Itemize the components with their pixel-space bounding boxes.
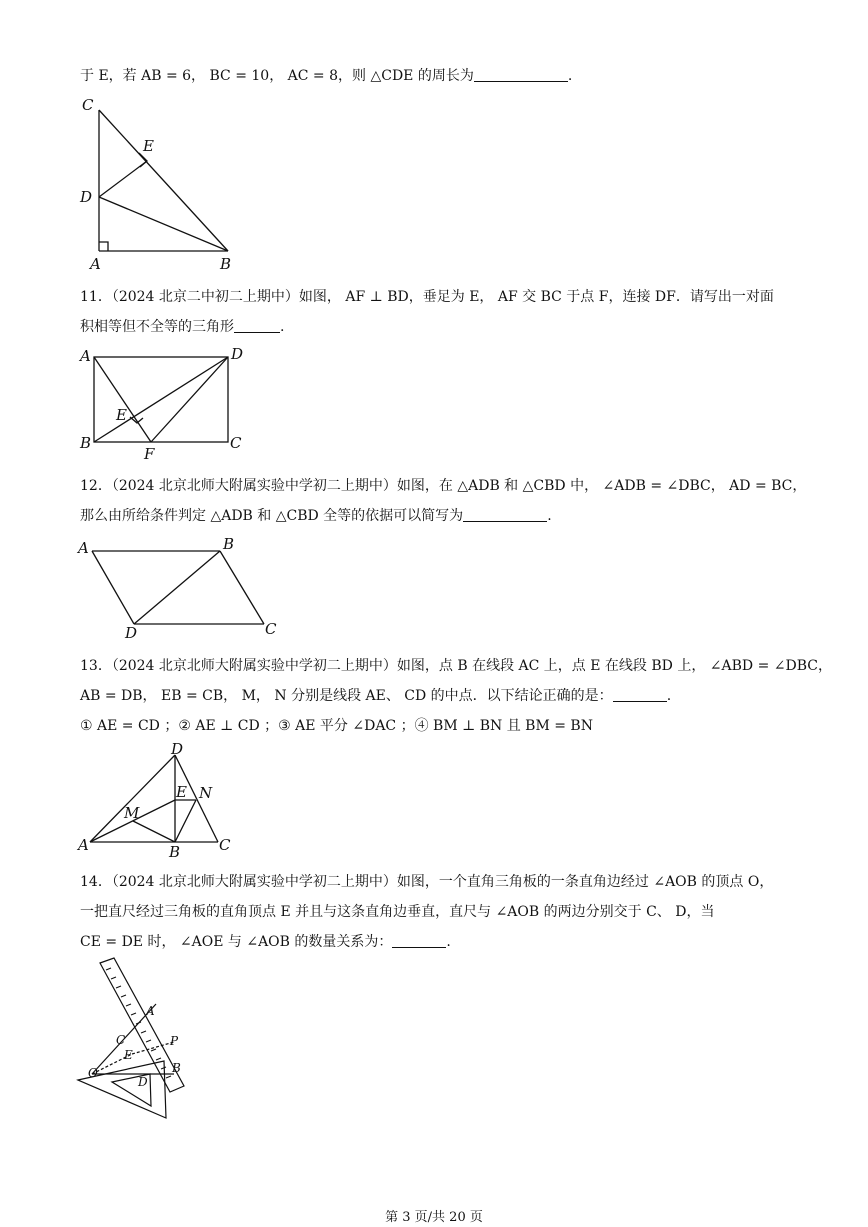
q11-line1-text: 11．（2024 北京二中初二上期中）如图， AF ⊥ BD，垂足为 E， AF 交 BC 于点 F，连接 DF．请写出一对面 bbox=[80, 289, 774, 305]
q14-label-D: D bbox=[138, 1075, 148, 1089]
q11-line2 bbox=[80, 317, 828, 337]
q12-label-D: D bbox=[125, 624, 138, 642]
q13-end: . bbox=[666, 688, 672, 704]
q14-line3-text: CE = DE 时， ∠AOE 与 ∠AOB 的数量关系为： bbox=[80, 934, 393, 950]
q12-label-B: B bbox=[223, 535, 235, 553]
q13-label-A: A bbox=[78, 836, 89, 854]
q14-line1 bbox=[80, 872, 828, 892]
q13-label-E: E bbox=[176, 783, 187, 801]
q11-label-A: A bbox=[80, 347, 91, 365]
q10-end: . bbox=[567, 68, 573, 84]
q13-line1-text: 13．（2024 北京北师大附属实验中学初二上期中）如图，点 B 在线段 AC 上，点 E 在线段 BD 上， ∠ABD = ∠DBC， bbox=[80, 658, 832, 674]
q13-answer-blank[interactable] bbox=[613, 687, 667, 702]
q14-label-B: B bbox=[172, 1061, 181, 1075]
q14-line3 bbox=[80, 932, 828, 952]
q14-line2 bbox=[80, 902, 828, 922]
q13-label-N: N bbox=[199, 784, 213, 802]
q13-line2 bbox=[80, 686, 828, 706]
q14-answer-blank[interactable] bbox=[392, 933, 446, 948]
q11-figure bbox=[78, 345, 258, 463]
q11-label-D: D bbox=[231, 345, 244, 363]
q12-line1 bbox=[80, 476, 828, 496]
q13-figure bbox=[78, 742, 248, 860]
q14-figure bbox=[76, 956, 196, 1121]
q11-label-B: B bbox=[80, 434, 92, 452]
q10-label-B: B bbox=[220, 255, 232, 273]
q12-line2 bbox=[80, 506, 828, 526]
q10-label-C: C bbox=[82, 96, 94, 114]
q13-options bbox=[80, 716, 828, 736]
q10-label-A: A bbox=[90, 255, 101, 273]
q10-line1: 于 E，若 AB = 6， BC = 10， AC = 8，则 △CDE 的周长为 bbox=[80, 68, 474, 84]
q12-end: . bbox=[547, 508, 552, 524]
q14-label-O: O bbox=[88, 1066, 98, 1080]
q14-label-P: P bbox=[170, 1034, 179, 1048]
q13-label-B: B bbox=[169, 843, 181, 861]
q11-label-C: C bbox=[230, 434, 242, 452]
q10-figure bbox=[78, 96, 248, 276]
q11-line1 bbox=[80, 287, 828, 307]
q13-line2-text: AB = DB， EB = CB， M， N 分别是线段 AE、 CD 的中点．以下结论正确的是： bbox=[80, 688, 613, 704]
q14-end: . bbox=[446, 934, 451, 950]
q11-label-E: E bbox=[116, 406, 127, 424]
q10-label-D: D bbox=[80, 188, 93, 206]
q14-label-E: E bbox=[124, 1048, 133, 1062]
page-footer bbox=[0, 1206, 868, 1225]
q13-options-text: ① AE = CD ；② AE ⊥ CD ；③ AE 平分 ∠DAC ；④ BM ⊥ BN 且 BM = BN bbox=[80, 718, 593, 734]
q14-label-C: C bbox=[116, 1033, 126, 1047]
q12-label-A: A bbox=[78, 539, 89, 557]
q11-end: . bbox=[280, 319, 285, 335]
page-number: 第 3 页/共 20 页 bbox=[385, 1210, 483, 1225]
q12-label-C: C bbox=[265, 620, 277, 638]
q13-label-C: C bbox=[219, 836, 231, 854]
q12-line2-text: 那么由所给条件判定 △ADB 和 △CBD 全等的依据可以简写为 bbox=[80, 508, 464, 524]
q11-label-F: F bbox=[144, 445, 155, 463]
q10-answer-blank[interactable] bbox=[474, 67, 568, 82]
q10-text bbox=[80, 66, 828, 86]
q14-label-A: A bbox=[146, 1004, 155, 1018]
q14-line1-text: 14．（2024 北京北师大附属实验中学初二上期中）如图，一个直角三角板的一条直角边经过 ∠AOB 的顶点 O， bbox=[80, 874, 774, 890]
q14-line2-text: 一把直尺经过三角板的直角顶点 E 并且与这条直角边垂直，直尺与 ∠AOB 的两边分别交于 C、 D，当 bbox=[80, 904, 715, 920]
q13-line1 bbox=[80, 656, 832, 676]
q13-label-M: M bbox=[124, 804, 140, 822]
q11-line2-text: 积相等但不全等的三角形 bbox=[80, 319, 234, 335]
q10-label-E: E bbox=[143, 137, 154, 155]
q12-answer-blank[interactable] bbox=[463, 507, 547, 522]
q11-answer-blank[interactable] bbox=[234, 318, 280, 333]
q12-line1-text: 12．（2024 北京北师大附属实验中学初二上期中）如图，在 △ADB 和 △CBD 中， ∠ADB = ∠DBC， AD = BC， bbox=[80, 478, 807, 494]
q13-label-D: D bbox=[171, 740, 184, 758]
q12-figure bbox=[78, 534, 288, 642]
